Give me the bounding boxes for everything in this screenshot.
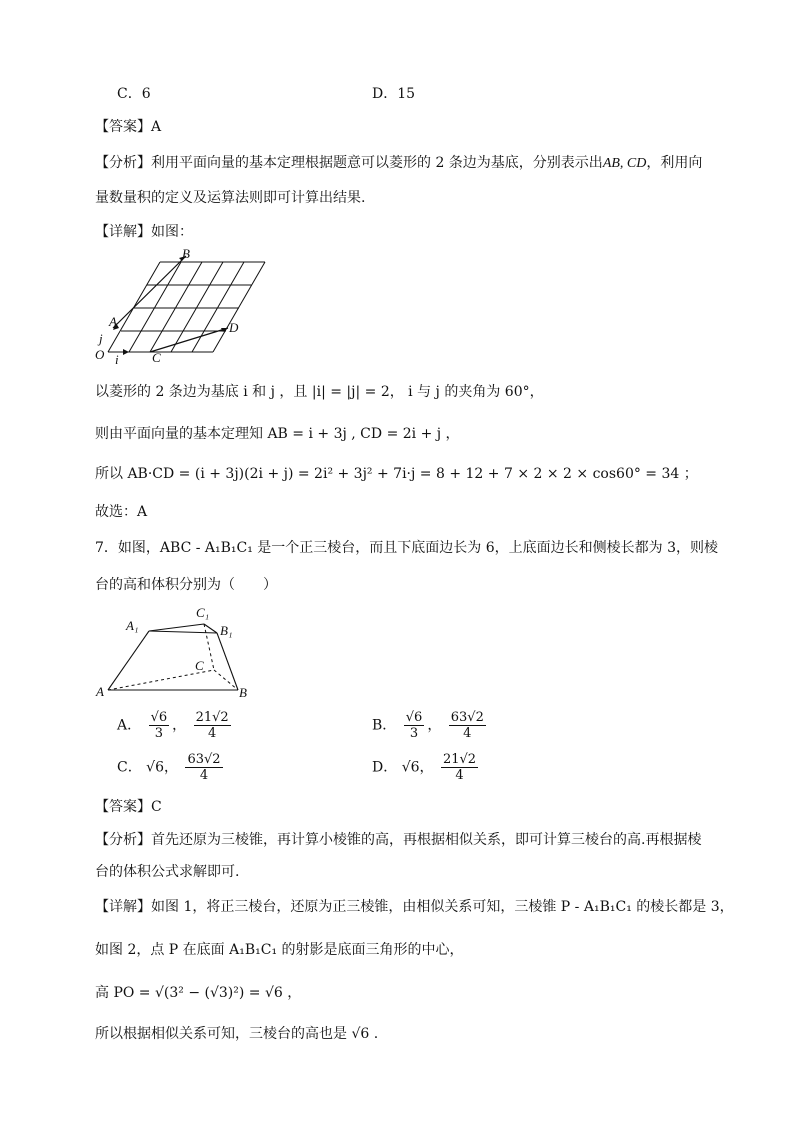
analysis-text-1b: ，利用向 — [646, 155, 703, 171]
label-j: j — [99, 331, 103, 346]
option-c-v-den: 4 — [199, 768, 209, 783]
q7-option-c: C． √6， $\frac{63√2}{4}$ — [117, 752, 221, 783]
label-a: A — [96, 684, 104, 699]
detail-intro: 如图： — [151, 224, 193, 240]
answer-value: A — [151, 119, 162, 135]
analysis-line-1 — [95, 153, 702, 174]
detail-line — [95, 222, 193, 242]
option-a-height — [149, 710, 170, 741]
q7-answer-tag: 【答案】 — [95, 799, 151, 815]
rhombus-grid-figure — [90, 244, 275, 366]
option-c-label: C． — [117, 759, 142, 776]
q7-stem-1: 7．如图，ABC - A₁B₁C₁ 是一个正三棱台，而且下底面边长为 6，上底面边长和侧棱长都为 3，则棱 — [95, 540, 719, 556]
label-c: C — [152, 350, 161, 365]
label-a: A — [109, 314, 117, 329]
q7-detail-line-2: 如图 2，点 P 在底面 A₁B₁C₁ 的射影是底面三角形的中心， — [95, 942, 464, 958]
option-b-height — [404, 710, 425, 741]
q7-detail-line-3: 高 PO = √(3² − (√3)²) = √6 ， — [95, 985, 302, 1001]
label-c: C — [195, 658, 204, 673]
label-b: B — [182, 246, 190, 261]
option-d-label: D． — [372, 759, 398, 776]
option-b-volume — [449, 710, 486, 741]
q7-analysis-line-2: 台的体积公式求解即可. — [95, 864, 240, 880]
option-b-v-num: 63√2 — [450, 710, 484, 725]
option-d-volume — [441, 752, 478, 783]
q7-answer-line — [95, 797, 162, 817]
option-d-v-num: 21√2 — [442, 752, 477, 767]
q7-analysis-tag: 【分析】 — [95, 832, 151, 848]
analysis-text-1: 利用平面向量的基本定理根据题意可以菱形的 2 条边为基底，分别表示出 — [151, 155, 603, 171]
label-i: i — [115, 352, 119, 366]
option-a-volume — [194, 710, 231, 741]
option-b-v-den: 4 — [463, 726, 472, 741]
conclusion-line: 故选：A — [95, 504, 148, 520]
option-a-v-num: 21√2 — [195, 710, 229, 725]
label-d: D — [229, 320, 239, 335]
detail-tag: 【详解】 — [95, 224, 151, 240]
analysis-line-2: 量数量积的定义及运算法则即可计算出结果. — [95, 190, 366, 206]
option-d: D．15 — [372, 86, 416, 102]
label-c1: C₁ — [196, 605, 210, 620]
option-d-height: √6 — [401, 759, 420, 776]
option-a-label: A． — [117, 717, 142, 734]
q7-detail-line-4: 所以根据相似关系可知，三棱台的高也是 √6 . — [95, 1026, 379, 1042]
q7-answer-value: C — [151, 799, 162, 815]
q7-stem-2: 台的高和体积分别为（ ） — [95, 577, 277, 593]
q7-analysis-text-1: 首先还原为三棱锥，再计算小棱锥的高，再根据相似关系，即可计算三棱台的高.再根据棱 — [151, 832, 702, 848]
option-a-h-num: √6 — [150, 710, 168, 725]
q7-detail-tag: 【详解】 — [95, 899, 151, 915]
option-b-h-den: 3 — [409, 726, 419, 741]
option-c-height: √6 — [146, 759, 164, 776]
option-a-h-den: 3 — [154, 726, 163, 741]
analysis-vectors: AB, CD — [602, 156, 647, 171]
option-b-h-num: √6 — [405, 710, 423, 725]
frustum-figure — [92, 600, 262, 702]
answer-line — [95, 117, 161, 137]
theorem-line: 则由平面向量的基本定理知 AB = i + 3j , CD = 2i + j ， — [95, 426, 460, 442]
label-b: B — [239, 685, 247, 700]
option-a-v-den: 4 — [208, 726, 217, 741]
option-d-v-den: 4 — [455, 768, 464, 783]
q7-option-d: D． √6， $\frac{21√2}{4}$ — [372, 752, 477, 783]
q7-option-a: A． $\frac{√6}{3}$ ， $\frac{21√2}{4}$ — [117, 710, 229, 741]
option-c: C．6 — [117, 86, 151, 102]
label-b1: B₁ — [220, 623, 233, 638]
calc-line: 所以 AB·CD = (i + 3j)(2i + j) = 2i² + 3j² + 7i·j = 8 + 12 + 7 × 2 × 2 × cos60° = 34 ； — [95, 466, 698, 482]
q7-analysis-line-1 — [95, 830, 701, 850]
label-o: O — [95, 347, 105, 362]
label-a1: A₁ — [126, 618, 139, 633]
q7-detail-text-1: 如图 1，将正三棱台，还原为正三棱锥，由相似关系可知，三棱锥 P - A₁B₁C₁ 的棱长都是 3， — [151, 899, 734, 915]
q7-option-b: B． $\frac{√6}{3}$ ， $\frac{63√2}{4}$ — [372, 710, 484, 741]
basis-line: 以菱形的 2 条边为基底 i 和 j ，且 |i| = |j| = 2， i 与 j 的夹角为 60°， — [95, 384, 544, 400]
option-b-label: B． — [372, 717, 397, 734]
analysis-tag: 【分析】 — [95, 155, 151, 171]
option-c-v-num: 63√2 — [187, 752, 221, 767]
answer-tag: 【答案】 — [95, 119, 151, 135]
option-c-volume — [185, 752, 222, 783]
q7-detail-line-1 — [95, 897, 734, 917]
